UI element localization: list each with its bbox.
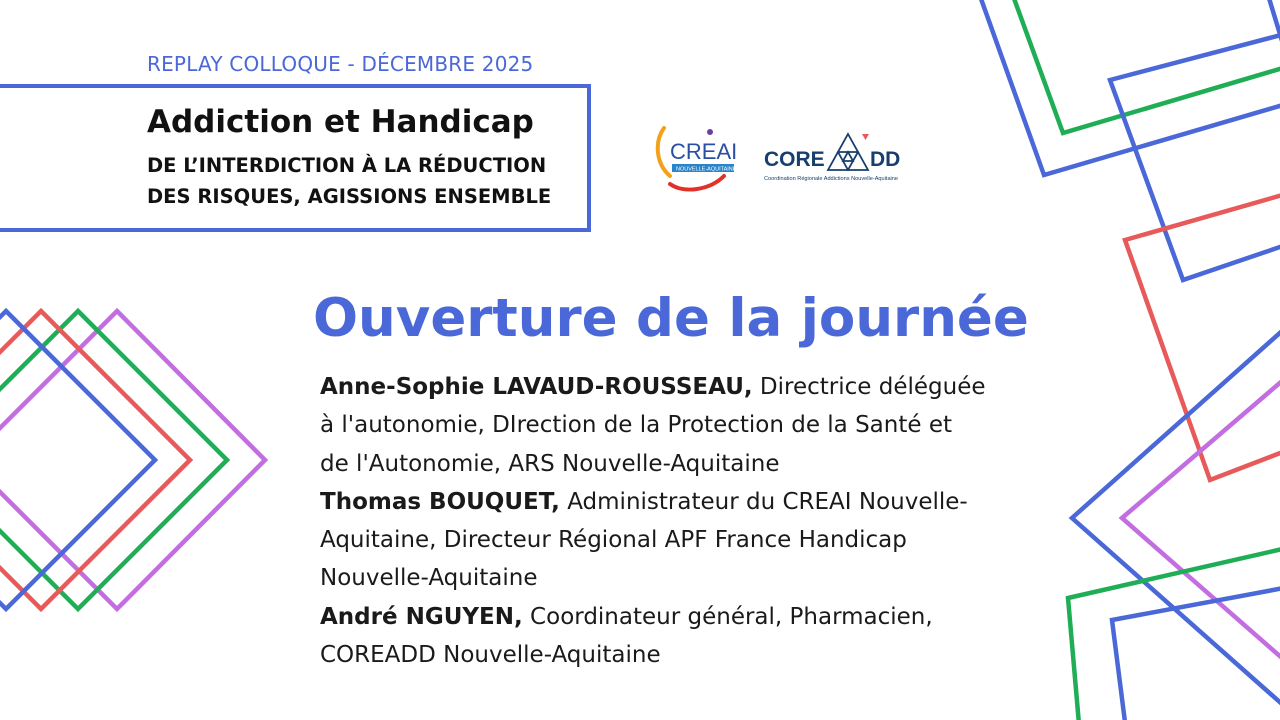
- speaker-item: [320, 368, 1040, 483]
- speaker-name: André NGUYEN,: [320, 603, 523, 630]
- creai-tagline: NOUVELLE-AQUITAINE: [676, 166, 737, 173]
- speaker-role-line: de l'Autonomie, ARS Nouvelle-Aquitaine: [320, 450, 780, 477]
- coreadd-logo: [762, 130, 912, 186]
- speaker-role-line: à l'autonomie, DIrection de la Protection de la Santé et: [320, 412, 953, 439]
- session-headline: Ouverture de la journée: [313, 288, 1029, 349]
- event-subtitle: [147, 150, 551, 212]
- event-subtitle-line-2: DES RISQUES, AGISSIONS ENSEMBLE: [147, 185, 552, 208]
- event-subtitle-line-1: DE L’INTERDICTION À LA RÉDUCTION: [147, 154, 547, 177]
- speaker-name: Thomas BOUQUET,: [320, 488, 560, 515]
- event-title: Addiction et Handicap: [147, 104, 534, 140]
- speaker-role-line: Coordinateur général, Pharmacien,: [522, 603, 933, 630]
- creai-logo: [650, 124, 740, 192]
- speaker-item: [320, 598, 1040, 675]
- top-right-square-blue-b: [1110, 30, 1280, 280]
- speaker-role-line: Nouvelle-Aquitaine: [320, 565, 538, 592]
- speaker-name: Anne-Sophie LAVAUD-ROUSSEAU,: [320, 374, 753, 400]
- right-diamond-blue: [1072, 315, 1280, 720]
- top-right-square-blue-a: [960, 0, 1280, 175]
- speaker-role-line: Administrateur du CREAI Nouvelle-: [559, 488, 968, 515]
- event-kicker: REPLAY COLLOQUE - DÉCEMBRE 2025: [147, 52, 534, 76]
- speaker-role-line: Aquitaine, Directeur Régional APF France Handicap: [320, 527, 907, 554]
- speaker-list: [320, 368, 1040, 674]
- bottom-right-square-green: [1068, 545, 1280, 720]
- top-right-square-green: [1000, 0, 1280, 133]
- right-square-red: [1125, 190, 1280, 480]
- coreadd-wordmark-right: DD: [870, 148, 901, 171]
- speaker-role-line: Directrice déléguée: [752, 374, 986, 400]
- creai-wordmark: CREAI: [670, 139, 738, 164]
- speaker-item: [320, 483, 1040, 598]
- speaker-role-line: COREADD Nouvelle-Aquitaine: [320, 642, 661, 669]
- coreadd-triangle-mark: [828, 134, 868, 170]
- right-diamond-purple: [1122, 340, 1280, 700]
- coreadd-wordmark-left: CORE: [764, 148, 825, 171]
- bottom-right-square-blue: [1112, 585, 1280, 720]
- coreadd-tagline: Coordination Régionale Addictions Nouvelle-Aquitaine: [764, 176, 899, 182]
- left-diamond-blue: [0, 311, 155, 609]
